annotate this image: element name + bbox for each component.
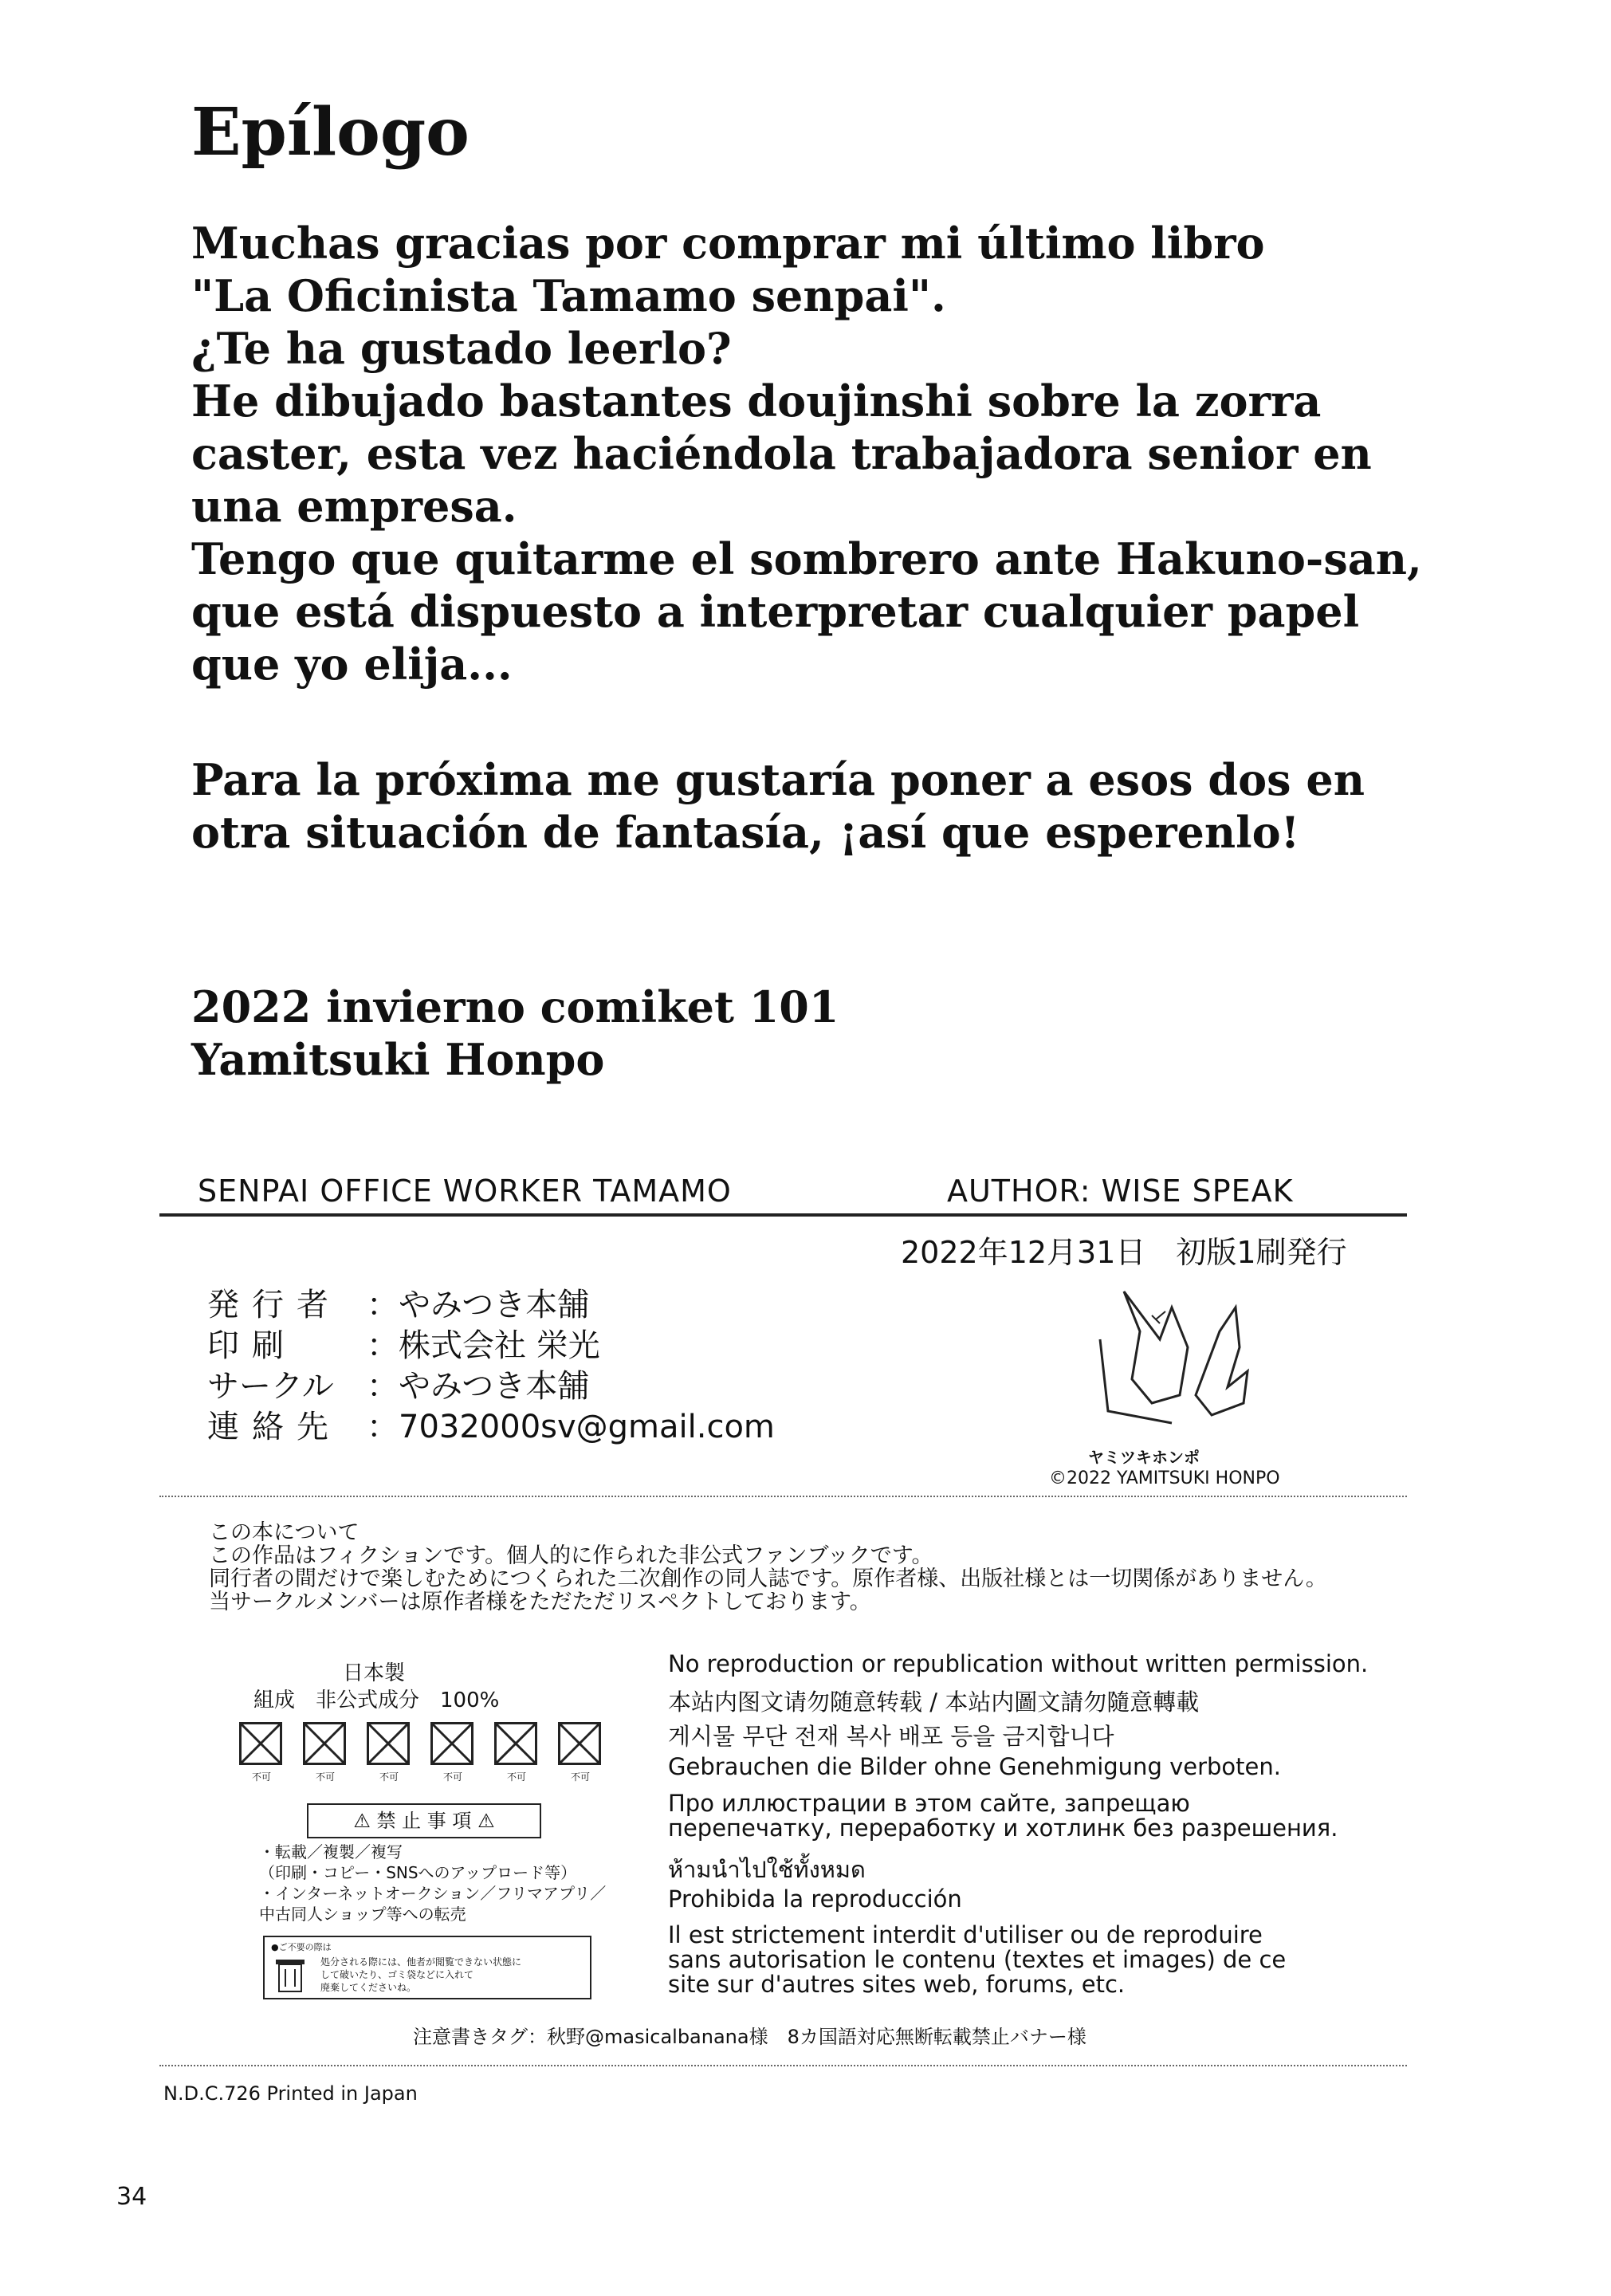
info-key: 印刷 — [207, 1327, 297, 1364]
info-key: 発行者 — [207, 1287, 341, 1323]
epilogue-line: Tengo que quitarme el sombrero ante Hakuno-san, — [191, 533, 1422, 584]
epilogue-line: que yo elija... — [191, 639, 513, 690]
epilogue-line: ¿Te ha gustado leerlo? — [191, 323, 732, 374]
no-bleach-icon — [367, 1722, 410, 1765]
notice-line: Prohibida la reproducción — [668, 1885, 962, 1913]
credit-line: 注意書きタグ：秋野@masicalbanana様 8カ国語対応無断転載禁止バナー様 — [413, 2026, 1086, 2048]
disposal-note: 廃棄してくださいね。 — [320, 1982, 417, 1993]
info-value: 株式会社 栄光 — [399, 1327, 600, 1364]
no-wash-icon — [239, 1722, 282, 1765]
book-title: SENPAI OFFICE WORKER TAMAMO — [198, 1174, 732, 1209]
author: AUTHOR: WISE SPEAK — [947, 1174, 1294, 1209]
notice-line: Gebrauchen die Bilder ohne Genehmigung verboten. — [668, 1753, 1281, 1780]
info-value: やみつき本舗 — [399, 1287, 590, 1323]
no-dryclean-icon — [303, 1722, 346, 1765]
care-caption: 不可 — [507, 1771, 527, 1783]
care-caption: 不可 — [252, 1771, 272, 1783]
notice-line: No reproduction or republication without written permission. — [668, 1650, 1369, 1677]
prohibited-item: ・インターネットオークション／フリマアプリ／ — [259, 1884, 607, 1903]
about-line: 同行者の間だけで楽しむためにつくられた二次創作の同人誌です。原作者様、出版社様とは一切関係がありません。 — [209, 1567, 1327, 1591]
epilogue-title: Epílogo — [191, 94, 470, 171]
about-line: この作品はフィクションです。個人的に作られた非公式ファンブックです。 — [209, 1543, 933, 1568]
prohibited-item: ・転載／複製／複写 — [259, 1842, 403, 1862]
epilogue-line: caster, esta vez haciéndola trabajadora senior en — [191, 428, 1372, 479]
composition: 組成 非公式成分 100% — [253, 1689, 500, 1712]
notice-line: 게시물 무단 전재 복사 배포 등을 금지합니다 — [668, 1723, 1114, 1750]
dotted-divider — [159, 1496, 1407, 1497]
care-symbols — [239, 1722, 614, 1794]
trash-can-icon — [274, 1955, 306, 1995]
info-sep: ： — [367, 1409, 399, 1445]
notice-line: Про иллюстрации в этом сайте, запрещаю — [668, 1790, 1190, 1817]
dotted-divider — [159, 2065, 1407, 2066]
disposal-note: ●ご不要の際は — [271, 1942, 332, 1952]
page-number: 34 — [116, 2183, 147, 2211]
no-iron-icon — [430, 1722, 473, 1765]
disposal-note: 処分される際には、他者が閲覧できない状態に — [320, 1956, 522, 1968]
about-heading: この本について — [209, 1520, 360, 1545]
care-caption: 不可 — [316, 1771, 336, 1783]
copyright: ©2022 YAMITSUKI HONPO — [1049, 1468, 1280, 1488]
epilogue-line: Para la próxima me gustaría poner a esos dos en — [191, 754, 1365, 805]
info-key: 連絡先 — [207, 1409, 341, 1445]
info-sep: ： — [367, 1368, 399, 1405]
epilogue-line: He dibujado bastantes doujinshi sobre la zorra — [191, 375, 1322, 427]
logo-text: ヤミツキホンポ — [1088, 1448, 1200, 1467]
info-value: 7032000sv@gmail.com — [399, 1409, 775, 1445]
info-publisher — [207, 1280, 589, 1325]
colophon-rule — [159, 1213, 1407, 1217]
notice-line: Il est strictement interdit d'utiliser ou de reproduire — [668, 1921, 1263, 1948]
info-sep: ： — [367, 1287, 399, 1323]
care-caption: 不可 — [443, 1771, 463, 1783]
care-caption: 不可 — [379, 1771, 399, 1783]
epilogue-line: "La Oficinista Tamamo senpai". — [191, 270, 946, 321]
disposal-box — [263, 1936, 591, 1999]
info-key: サークル — [207, 1368, 334, 1405]
epilogue-line: que está dispuesto a interpretar cualquier papel — [191, 586, 1360, 637]
info-contact — [207, 1402, 775, 1447]
info-printer — [207, 1320, 600, 1366]
ndc-line: N.D.C.726 Printed in Japan — [163, 2082, 418, 2105]
epilogue-line: Muchas gracias por comprar mi último libro — [191, 218, 1265, 269]
made-in-japan: 日本製 — [343, 1661, 406, 1685]
prohibited-item: （印刷・コピー・SNSへのアップロード等） — [259, 1863, 577, 1882]
notice-line: ห้ามนำไปใช้ทั้งหมด — [668, 1856, 866, 1883]
fox-logo-icon — [1076, 1284, 1283, 1459]
no-mail-icon — [558, 1722, 601, 1765]
epilogue-line: otra situación de fantasía, ¡así que esperenlo! — [191, 807, 1300, 858]
care-caption: 不可 — [571, 1771, 591, 1783]
info-sep: ： — [367, 1327, 399, 1364]
notice-line: site sur d'autres sites web, forums, etc. — [668, 1971, 1126, 1998]
about-line: 当サークルメンバーは原作者様をただただリスペクトしております。 — [209, 1590, 871, 1614]
info-value: やみつき本舗 — [399, 1368, 590, 1405]
notice-line: sans autorisation le contenu (textes et images) de ce — [668, 1946, 1287, 1973]
publish-date: 2022年12月31日 初版1刷発行 — [901, 1235, 1347, 1270]
epilogue-line: una empresa. — [191, 481, 517, 532]
prohibited-item: 中古同人ショップ等への転売 — [259, 1905, 466, 1924]
event-name: 2022 invierno comiket 101 — [191, 981, 839, 1032]
disposal-note: して破いたり、ゴミ袋などに入れて — [320, 1969, 474, 1980]
notice-line: 本站内图文请勿随意转载 / 本站内圖文請勿隨意轉載 — [668, 1689, 1200, 1716]
circle-name: Yamitsuki Honpo — [191, 1034, 605, 1085]
prohibited-title: ⚠ 禁 止 事 項 ⚠ — [307, 1803, 541, 1838]
notice-line: перепечатку, переработку и хотлинк без разрешения. — [668, 1814, 1338, 1842]
no-tumble-dry-icon — [494, 1722, 537, 1765]
info-circle — [207, 1361, 589, 1406]
